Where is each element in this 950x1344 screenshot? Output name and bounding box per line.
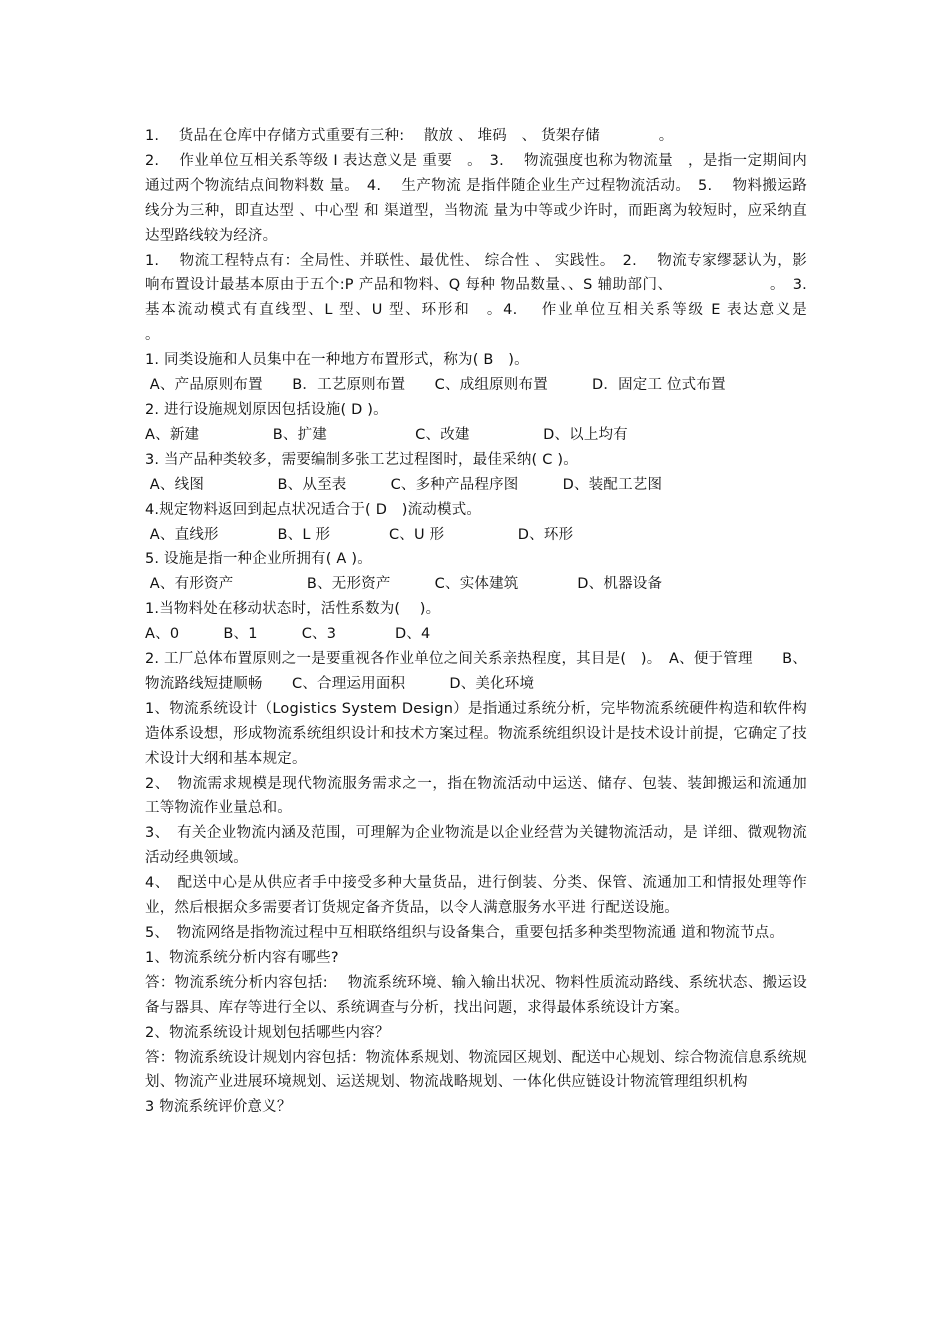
short-answer-question-2: 2、物流系统设计规划包括哪些内容？ [145,1024,390,1041]
fill-in-question-1: 1. 货品在仓库中存储方式重要有三种: 散放 、 堆码 、 货架存储 。 [145,128,674,144]
short-answer-question-3: 3 物流系统评价意义？ [145,1099,292,1116]
definition-4: 4、 配送中心是从供应者手中接受多种大量货品，进行倒装、分类、保管、流通加工和情报处理等作业，然后根据众多需要者订货规定备齐货品，以令人满意服务水平进 行配送设施。 [145,875,807,917]
short-answer-question-1: 1、物流系统分析内容有哪些? [145,949,339,966]
short-answer-1: 答：物流系统分析内容包括: 物流系统环境、输入输出状况、物料性质流动路线、系统状态、搬运设备与器具、库存等进行全以、系统调查与分析，找出问题，求得最体系统设计方案。 [145,974,807,1016]
definition-1: 1、物流系统设计（Logistics System Design）是指通过系统分析，完毕物流系统硬件构造和软件构造体系设想，形成物流系统组织设计和技术方案过程。物流系统组织设计是技术设计前提，它确定了技术设计大纲和基本规定。 [145,700,807,767]
choice-question-6: 1.当物料处在移动状态时，活性系数为( )。 [145,601,441,618]
choice-question-2: 2. 进行设施规划原因包括设施( D )。 [145,401,388,418]
choice-options-3: A、线图 B、从至表 C、多种产品程序图 D、装配工艺图 [145,476,663,493]
choice-question-3: 3. 当产品种类较多，需要编制多张工艺过程图时，最佳采纳( C )。 [145,451,578,468]
short-answer-2: 答：物流系统设计规划内容包括：物流体系规划、物流园区规划、配送中心规划、综合物流信息系统规划、物流产业进展环境规划、运送规划、物流战略规划、一体化供应链设计物流管理组织机构 [145,1049,807,1091]
definition-3: 3、 有关企业物流内涵及范围，可理解为企业物流是以企业经营为关键物流活动，是 详细、微观物流活动经典领域。 [145,825,807,867]
fill-in-question-set-2: 1. 物流工程特点有：全局性、并联性、最优性、 综合性 、 实践性。 2. 物流专家缪瑟认为，影响布置设计最基本原由于五个:P 产品和物料、Q 每种 物品数量、、S 辅助部门、 。 3. 基本流动模式有直线型、L 型、U 型、环形和 。4. 作业单位互相关系等级 E 表达意义是 。 [145,252,925,344]
choice-options-5: A、有形资产 B、无形资产 C、实体建筑 D、机器设备 [145,576,663,593]
choice-options-6: A、0 B、1 C、3 D、4 [145,626,431,643]
definition-5: 5、 物流网络是指物流过程中互相联络组织与设备集合，重要包括多种类型物流通 道和物流节点。 [145,925,785,941]
definition-2: 2、 物流需求规模是现代物流服务需求之一，指在物流活动中运送、储存、包装、装卸搬运和流通加工等物流作业量总和。 [145,775,807,817]
choice-question-7: 2. 工厂总体布置原则之一是要重视各作业单位之间关系亲热程度，其目是( )。 A、便于管理 B、物流路线短捷顺畅 C、合理运用面积 D、美化环境 [145,651,807,692]
choice-options-4: A、直线形 B、L 形 C、U 形 D、环形 [145,526,574,543]
choice-question-1: 1. 同类设施和人员集中在一种地方布置形式，称为( B )。 [145,352,529,369]
document-body [145,124,925,1120]
choice-question-5: 5. 设施是指一种企业所拥有( A )。 [145,551,372,568]
choice-options-1: A、产品原则布置 B．工艺原则布置 C、成组原则布置 D．固定工 位式布置 [145,377,726,394]
choice-options-2: A、新建 B、扩建 C、改建 D、以上均有 [145,426,628,443]
choice-question-4: 4.规定物料返回到起点状况适合于( D )流动模式。 [145,501,482,518]
fill-in-question-2-5: 2. 作业单位互相关系等级 I 表达意义是 重要 。 3. 物流强度也称为物流量 ，是指一定期间内通过两个物流结点间物料数 量。 4. 生产物流 是指伴随企业生产过程物流活动。 5. 物料搬运路线分为三种，即直达型 、中心型 和 渠道型，当物流 量为中等或少许时，而距离为较短时，应采纳直达型路线较为经济。 [145,152,807,244]
